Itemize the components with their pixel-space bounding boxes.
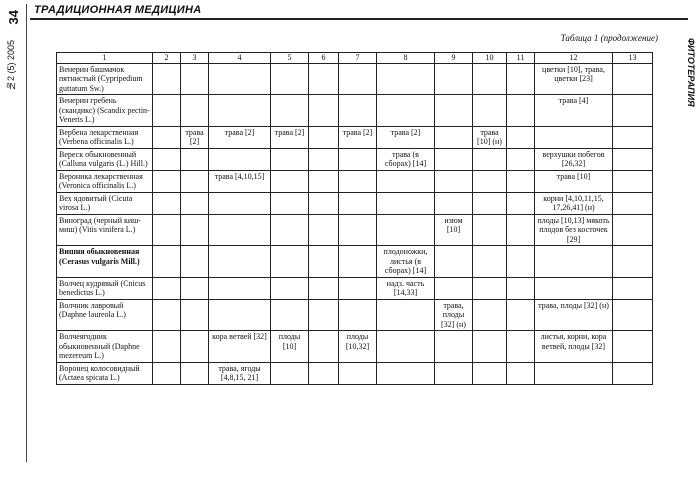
- table-cell: [309, 95, 339, 127]
- table-cell: [309, 214, 339, 246]
- table-cell: [339, 299, 377, 331]
- table-cell: [507, 148, 535, 170]
- table-cell: [339, 148, 377, 170]
- table-cell: [377, 192, 435, 214]
- table-cell: [153, 63, 181, 95]
- table-cell: [271, 192, 309, 214]
- table-cell: [181, 148, 209, 170]
- table-cell: трава [4]: [535, 95, 613, 127]
- table-row: [57, 362, 653, 384]
- table-cell: [535, 277, 613, 299]
- table-cell: [309, 277, 339, 299]
- table-row: [57, 299, 653, 331]
- table-cell: [535, 246, 613, 278]
- table-cell: трава, плоды [32] (н): [435, 299, 473, 331]
- section-label: ФИТОТЕРАПИЯ: [686, 38, 696, 107]
- table-caption: Таблица 1 (продолжение): [560, 33, 658, 43]
- column-header: 12: [535, 53, 613, 64]
- column-header: 1: [57, 53, 153, 64]
- table-cell: [339, 214, 377, 246]
- table-cell: [271, 277, 309, 299]
- column-header: 4: [209, 53, 271, 64]
- plant-name: Воронец колосовидный (Actaea spicata L.): [57, 362, 153, 384]
- column-header: 10: [473, 53, 507, 64]
- table-cell: [271, 214, 309, 246]
- table-cell: [377, 214, 435, 246]
- table-cell: [181, 277, 209, 299]
- table-cell: [377, 362, 435, 384]
- table-cell: [473, 170, 507, 192]
- table-cell: [473, 362, 507, 384]
- table-cell: [613, 331, 653, 363]
- table-cell: [309, 148, 339, 170]
- table-cell: [435, 246, 473, 278]
- table-cell: [309, 299, 339, 331]
- table-cell: [153, 192, 181, 214]
- table-cell: [209, 148, 271, 170]
- table-cell: [339, 95, 377, 127]
- table-cell: [181, 63, 209, 95]
- table-cell: [377, 299, 435, 331]
- table-cell: корни [4,10,11,15, 17,26,41] (н): [535, 192, 613, 214]
- table-cell: [377, 170, 435, 192]
- table-cell: [309, 63, 339, 95]
- table-cell: трава [10]: [535, 170, 613, 192]
- table-cell: [507, 246, 535, 278]
- column-header: 3: [181, 53, 209, 64]
- table-cell: [613, 362, 653, 384]
- table-cell: [153, 170, 181, 192]
- table-cell: [153, 126, 181, 148]
- plant-name: Волчец кудрявый (Cnicus benedictus L.): [57, 277, 153, 299]
- table-cell: [377, 63, 435, 95]
- table-cell: трава (в сборах) [14]: [377, 148, 435, 170]
- table-cell: [209, 63, 271, 95]
- column-header: 6: [309, 53, 339, 64]
- table-cell: [339, 192, 377, 214]
- table-cell: кора ветвей [32]: [209, 331, 271, 363]
- column-header: 9: [435, 53, 473, 64]
- table-cell: трава [2]: [181, 126, 209, 148]
- table-cell: трава [2]: [209, 126, 271, 148]
- table-cell: [339, 170, 377, 192]
- table-row: [57, 170, 653, 192]
- table-cell: [473, 299, 507, 331]
- plant-name: Вербена лекарственная (Verbena officinalis L.): [57, 126, 153, 148]
- table-cell: надз. часть [14,33]: [377, 277, 435, 299]
- header-rule: [30, 18, 688, 20]
- table-cell: [613, 95, 653, 127]
- table-cell: [507, 95, 535, 127]
- table-cell: [377, 331, 435, 363]
- table-cell: [507, 214, 535, 246]
- table-cell: трава, плоды [32] (н): [535, 299, 613, 331]
- table-cell: [613, 170, 653, 192]
- table-cell: [473, 192, 507, 214]
- plant-name: Вех ядовитый (Cicuta virosa L.): [57, 192, 153, 214]
- table-cell: [339, 246, 377, 278]
- table-cell: [309, 170, 339, 192]
- table-cell: [435, 63, 473, 95]
- table-cell: [153, 246, 181, 278]
- page-number: 34: [6, 10, 21, 25]
- table-cell: [473, 95, 507, 127]
- table-cell: [309, 126, 339, 148]
- plant-name: Волчник лавровый (Daphne laureola L.): [57, 299, 153, 331]
- plant-name: Вероника лекарственная (Veronica officinalis L.): [57, 170, 153, 192]
- table-row: [57, 63, 653, 95]
- table-cell: [535, 126, 613, 148]
- table-cell: [473, 214, 507, 246]
- column-header: 13: [613, 53, 653, 64]
- table-cell: [181, 95, 209, 127]
- table-cell: [153, 362, 181, 384]
- table-cell: [153, 214, 181, 246]
- table-cell: цветки [10], трава, цветки [23]: [535, 63, 613, 95]
- table-cell: [181, 170, 209, 192]
- table-cell: изюм [10]: [435, 214, 473, 246]
- table-cell: [209, 246, 271, 278]
- table-cell: [209, 277, 271, 299]
- table-cell: [271, 95, 309, 127]
- column-header: 8: [377, 53, 435, 64]
- plant-name: Вереск обыкновенный (Calluna vulgaris (L.) Hill.): [57, 148, 153, 170]
- table-cell: [209, 95, 271, 127]
- table-cell: [339, 362, 377, 384]
- table-cell: листья, корни, кора ветвей, плоды [32]: [535, 331, 613, 363]
- table-cell: [473, 246, 507, 278]
- table-cell: плоды [10]: [271, 331, 309, 363]
- table-cell: [507, 63, 535, 95]
- left-margin-rule: [26, 4, 27, 462]
- table-cell: [271, 170, 309, 192]
- table-cell: [153, 148, 181, 170]
- table-cell: [181, 192, 209, 214]
- table-cell: [435, 126, 473, 148]
- table-cell: [507, 192, 535, 214]
- column-header: 2: [153, 53, 181, 64]
- table-cell: [153, 331, 181, 363]
- plant-name: Венерин башмачок пятнистый (Cypripedium guttatum Sw.): [57, 63, 153, 95]
- table-cell: [435, 95, 473, 127]
- table-row: [57, 331, 653, 363]
- table-cell: [309, 246, 339, 278]
- plant-name: Виноград (черный киш-миш) (Vitis vinifera L.): [57, 214, 153, 246]
- table-cell: [181, 246, 209, 278]
- table-row: [57, 95, 653, 127]
- column-header: 5: [271, 53, 309, 64]
- herb-usage-table: [56, 52, 653, 385]
- table-cell: [271, 63, 309, 95]
- table-cell: [181, 214, 209, 246]
- table-cell: [181, 362, 209, 384]
- table-cell: [153, 95, 181, 127]
- table-cell: [435, 331, 473, 363]
- table-cell: [209, 214, 271, 246]
- table-cell: трава [2]: [377, 126, 435, 148]
- table-cell: [613, 63, 653, 95]
- table-cell: [613, 192, 653, 214]
- table-cell: плоды [10,32]: [339, 331, 377, 363]
- table-cell: трава [2]: [271, 126, 309, 148]
- table-cell: [473, 277, 507, 299]
- plant-name: Волчеягодник обыкновенный (Daphne mezereum L.): [57, 331, 153, 363]
- table-cell: [613, 277, 653, 299]
- table-row: [57, 277, 653, 299]
- table-cell: плодоножки, листья (в сборах) [14]: [377, 246, 435, 278]
- table-row: [57, 126, 653, 148]
- table-row: [57, 148, 653, 170]
- table-cell: верхушки побегов [26,32]: [535, 148, 613, 170]
- table-cell: [271, 362, 309, 384]
- table-cell: [339, 63, 377, 95]
- table-cell: [507, 277, 535, 299]
- plant-name: Венерин гребень (скандикс) (Scandix pectin-Veneris L.): [57, 95, 153, 127]
- table-cell: [209, 299, 271, 331]
- table-cell: трава [2]: [339, 126, 377, 148]
- table-cell: [153, 299, 181, 331]
- table-cell: [181, 331, 209, 363]
- table-cell: [473, 148, 507, 170]
- table-cell: [473, 331, 507, 363]
- issue-label: №2 (5) 2005: [6, 40, 16, 92]
- table-cell: [613, 126, 653, 148]
- column-header: 7: [339, 53, 377, 64]
- plant-name: Вишня обыкновенная (Cerasus vulgaris Mill.): [57, 246, 153, 278]
- table-cell: [435, 277, 473, 299]
- table-cell: плоды [10,13] мякоть плодов без косточек [29]: [535, 214, 613, 246]
- journal-title: ТРАДИЦИОННАЯ МЕДИЦИНА: [34, 4, 202, 16]
- table-cell: [435, 148, 473, 170]
- table-cell: трава, ягоды [4,8,15, 21]: [209, 362, 271, 384]
- table-row: [57, 192, 653, 214]
- table-cell: [507, 299, 535, 331]
- table-cell: трава [4,10,15]: [209, 170, 271, 192]
- table-cell: [153, 277, 181, 299]
- table-cell: [339, 277, 377, 299]
- table-cell: [271, 246, 309, 278]
- table-cell: [309, 362, 339, 384]
- table-cell: [507, 331, 535, 363]
- table-cell: [613, 148, 653, 170]
- table-cell: [271, 148, 309, 170]
- table-cell: [507, 362, 535, 384]
- table-row: [57, 214, 653, 246]
- table-cell: [271, 299, 309, 331]
- table-cell: [535, 362, 613, 384]
- table-cell: [507, 126, 535, 148]
- table-cell: [435, 362, 473, 384]
- table-row: [57, 246, 653, 278]
- table-cell: [181, 299, 209, 331]
- table-header-row: [57, 53, 653, 64]
- table-cell: [209, 192, 271, 214]
- table-cell: [613, 299, 653, 331]
- column-header: 11: [507, 53, 535, 64]
- table-cell: трава [10] (н): [473, 126, 507, 148]
- table-cell: [435, 192, 473, 214]
- table-cell: [613, 214, 653, 246]
- table-cell: [377, 95, 435, 127]
- table-cell: [309, 331, 339, 363]
- table-cell: [435, 170, 473, 192]
- table-cell: [613, 246, 653, 278]
- table-cell: [309, 192, 339, 214]
- table-cell: [507, 170, 535, 192]
- table-cell: [473, 63, 507, 95]
